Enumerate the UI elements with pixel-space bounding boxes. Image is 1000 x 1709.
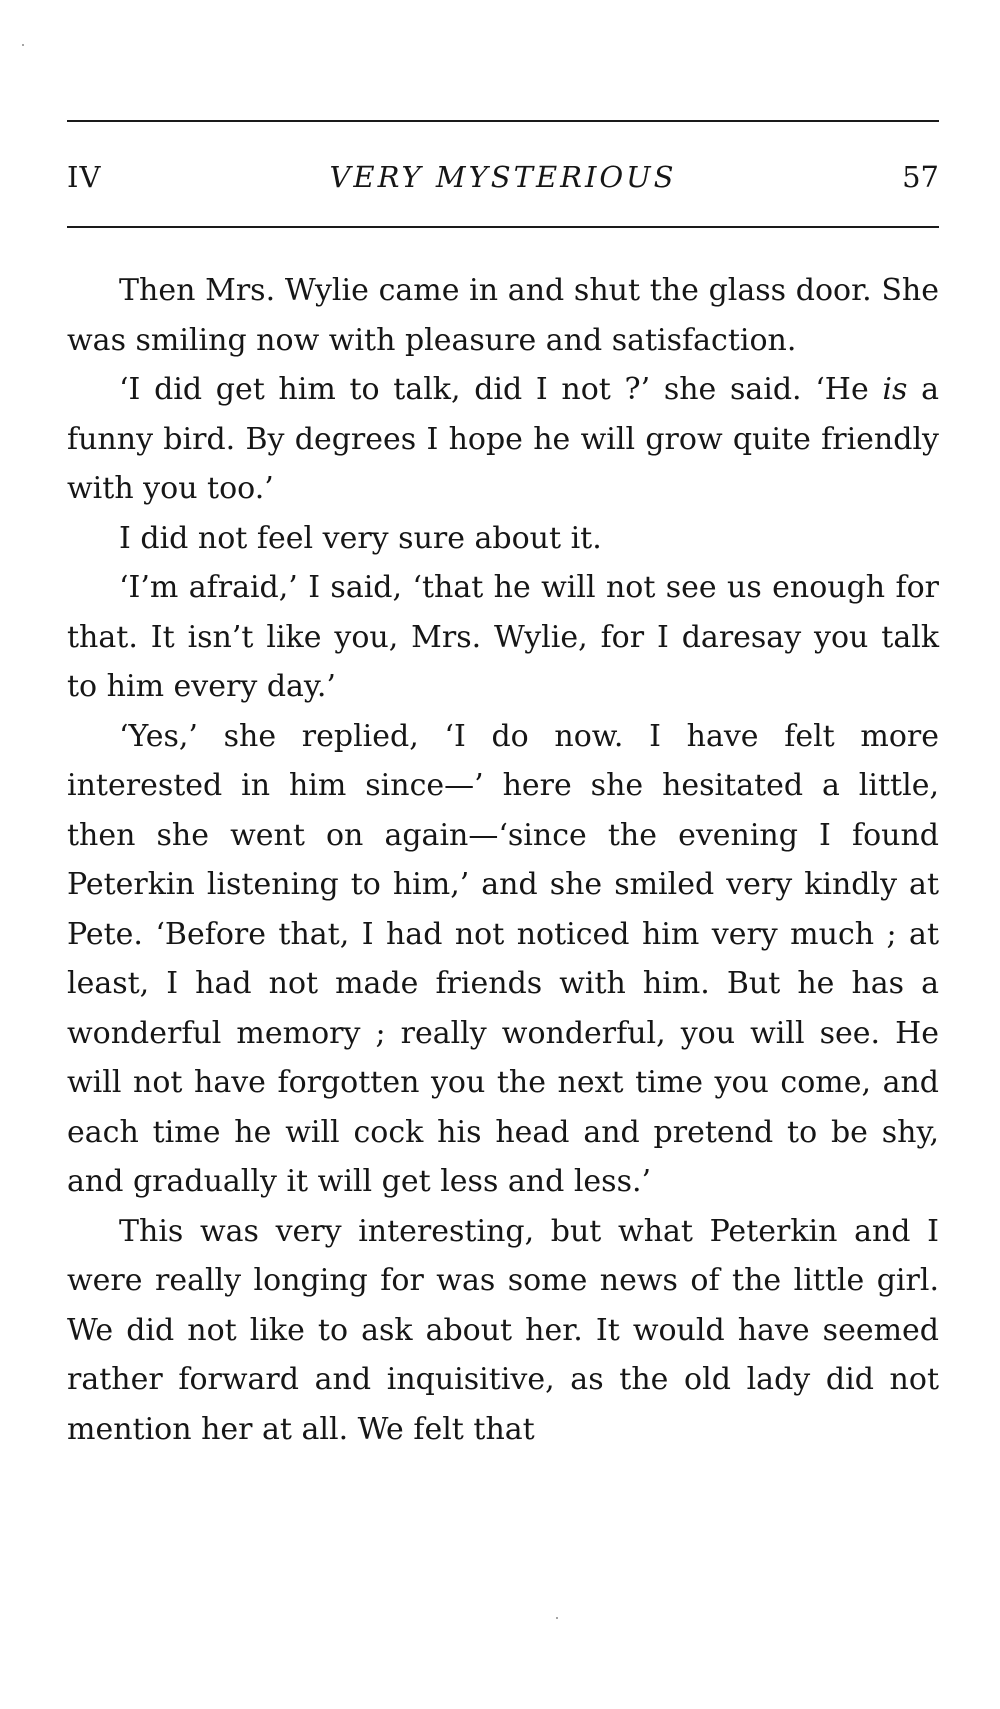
- chapter-title: VERY MYSTERIOUS: [329, 160, 677, 194]
- paragraph-1: Then Mrs. Wylie came in and shut the glass door. She was smiling now with pleasure and satisfaction.: [67, 273, 939, 358]
- paragraph-6: This was very interesting, but what Peterkin and I were really longing for was some news of the little girl. We did not like to ask about her. It would have seemed rather forward and inquisitive, as the old lady did not mention her at all. We felt that: [67, 1213, 939, 1447]
- paragraph-4: ‘I’m afraid,’ I said, ‘that he will not see us enough for that. It isn’t like you, Mrs. Wylie, for I daresay you talk to him every day.’: [67, 570, 939, 704]
- paragraph-2-end: a funny bird. By degrees I hope he will grow quite friendly with you too.’: [67, 372, 939, 506]
- page-number: 57: [902, 160, 939, 194]
- paragraph-5: ‘Yes,’ she replied, ‘I do now. I have felt more interested in him since—’ here she hesitated a little, then she went on again—‘since the evening I found Peterkin listening to him,’ and she smiled very kindly at Pete. ‘Before that, I had not noticed him very much ; at least, I had not made friends with him. But he has a wonderful memory ; really wonderful, you will see. He will not have forgotten you the next time you come, and each time he will cock his head and pretend to be shy, and gradually it will get less and less.’: [67, 718, 939, 1199]
- paper-speck: [556, 1617, 558, 1619]
- chapter-number: IV: [67, 160, 102, 194]
- paragraph-2: [67, 365, 939, 514]
- paragraph-2-emphasis: is: [882, 372, 908, 407]
- paragraph-2-start: ‘I did get him to talk, did I not ?’ she said. ‘He: [119, 372, 869, 407]
- running-head: [67, 152, 939, 202]
- paper-speck: [22, 44, 24, 46]
- paragraph-3: I did not feel very sure about it.: [119, 520, 602, 556]
- header-rule-bottom: [67, 226, 939, 228]
- body-text: [67, 266, 939, 1454]
- header-rule-top: [67, 120, 939, 122]
